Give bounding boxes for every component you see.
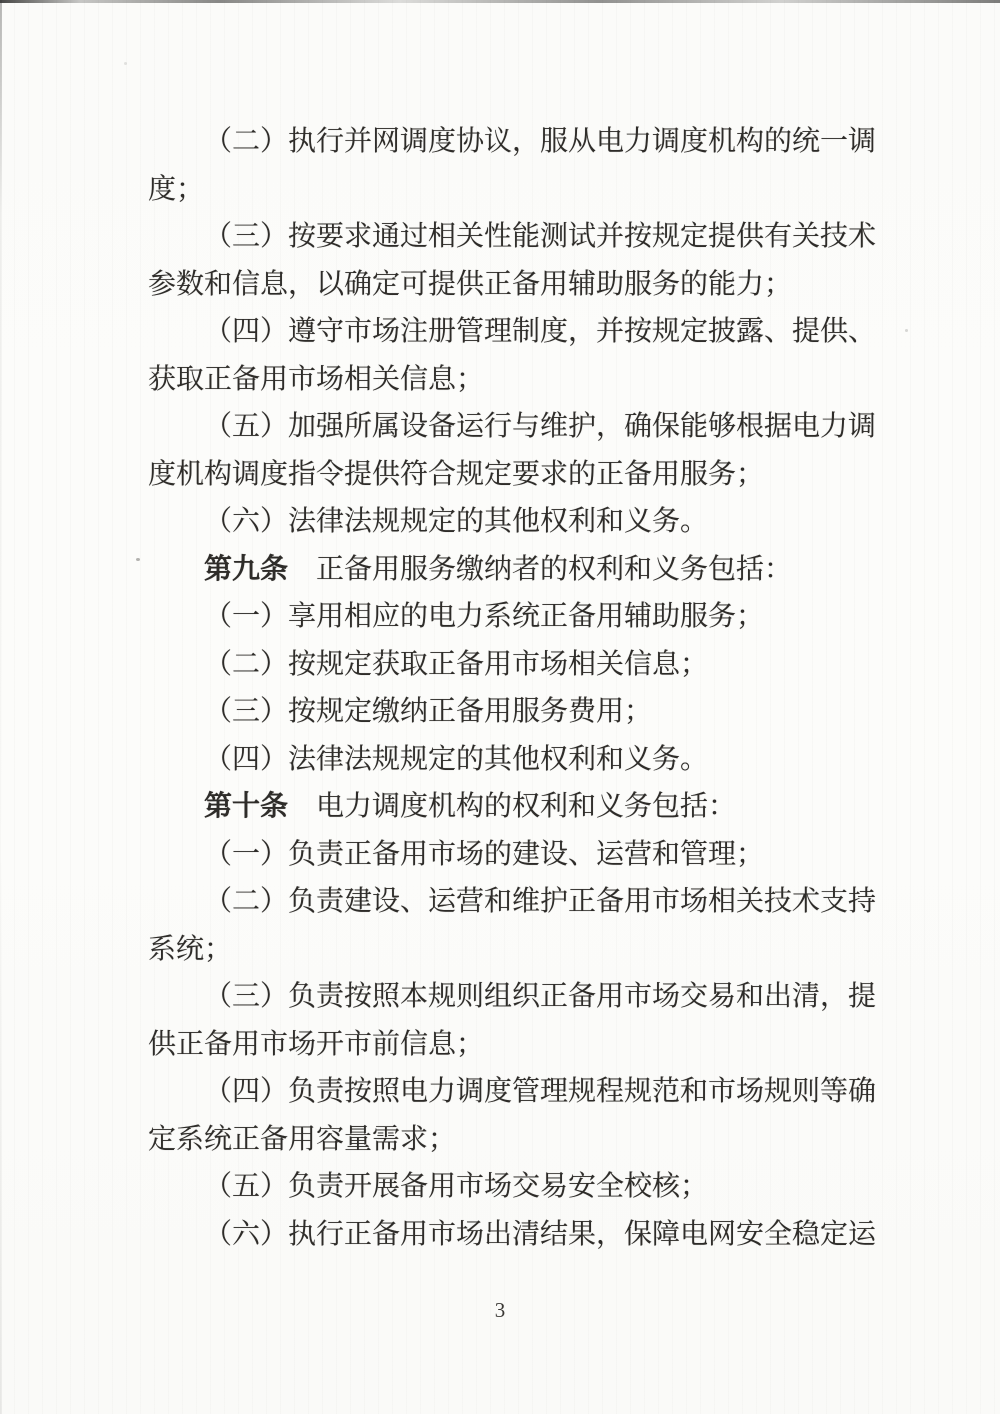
paragraph-text: （五）负责开展备用市场交易安全校核； (204, 1171, 709, 1202)
paragraph-text: （五）加强所属设备运行与维护，确保能够根据电力调度机构调度指令提供符合规定要求的正备用服务； (148, 411, 877, 490)
document-body (148, 118, 876, 1258)
article-number: 第十条 (204, 791, 289, 822)
paragraph (148, 498, 876, 546)
paragraph (148, 403, 876, 498)
paragraph (148, 878, 876, 973)
paragraph (148, 1163, 876, 1211)
scan-speck (124, 62, 127, 65)
paragraph-text: （二）执行并网调度协议，服从电力调度机构的统一调度； (148, 126, 877, 205)
paragraph-text: （三）按规定缴纳正备用服务费用； (204, 696, 653, 727)
paragraph-text: （二）负责建设、运营和维护正备用市场相关技术支持系统； (148, 886, 877, 965)
paragraph (148, 688, 876, 736)
paragraph (148, 641, 876, 689)
paragraph (148, 213, 876, 308)
paragraph-text: （六）执行正备用市场出清结果，保障电网安全稳定运 (204, 1218, 877, 1250)
article-number: 第九条 (204, 553, 289, 585)
paragraph-text: （一）享用相应的电力系统正备用辅助服务； (204, 601, 765, 632)
paragraph-text: 正备用服务缴纳者的权利和义务包括： (288, 553, 793, 585)
paragraph (148, 1068, 876, 1163)
paragraph (148, 1211, 876, 1259)
paragraph-text: 电力调度机构的权利和义务包括： (288, 791, 737, 822)
paragraph-text: （四）遵守市场注册管理制度，并按规定披露、提供、获取正备用市场相关信息； (148, 316, 877, 395)
paragraph-text: （三）负责按照本规则组织正备用市场交易和出清，提供正备用市场开市前信息； (148, 981, 877, 1060)
paragraph (148, 308, 876, 403)
paragraph (148, 973, 876, 1068)
page-number: 3 (494, 1298, 506, 1322)
paragraph-text: （四）负责按照电力调度管理规程规范和市场规则等确定系统正备用容量需求； (148, 1076, 877, 1155)
paragraph (148, 831, 876, 879)
paragraph-text: （四）法律法规规定的其他权利和义务。 (204, 743, 709, 775)
scan-artifact-left-edge (0, 0, 2, 1414)
paragraph (148, 593, 876, 641)
paragraph (148, 118, 876, 213)
paragraph-text: （二）按规定获取正备用市场相关信息； (204, 648, 709, 680)
scan-artifact-top-edge (0, 0, 1000, 3)
paragraph-text: （六）法律法规规定的其他权利和义务。 (204, 506, 709, 537)
scan-speck (136, 558, 140, 561)
paragraph (148, 736, 876, 784)
paragraph-text: （一）负责正备用市场的建设、运营和管理； (204, 838, 765, 870)
paragraph (148, 783, 876, 831)
paragraph-text: （三）按要求通过相关性能测试并按规定提供有关技术参数和信息，以确定可提供正备用辅助服务的能力； (148, 221, 877, 300)
scan-speck (905, 329, 908, 332)
paragraph (148, 546, 876, 594)
